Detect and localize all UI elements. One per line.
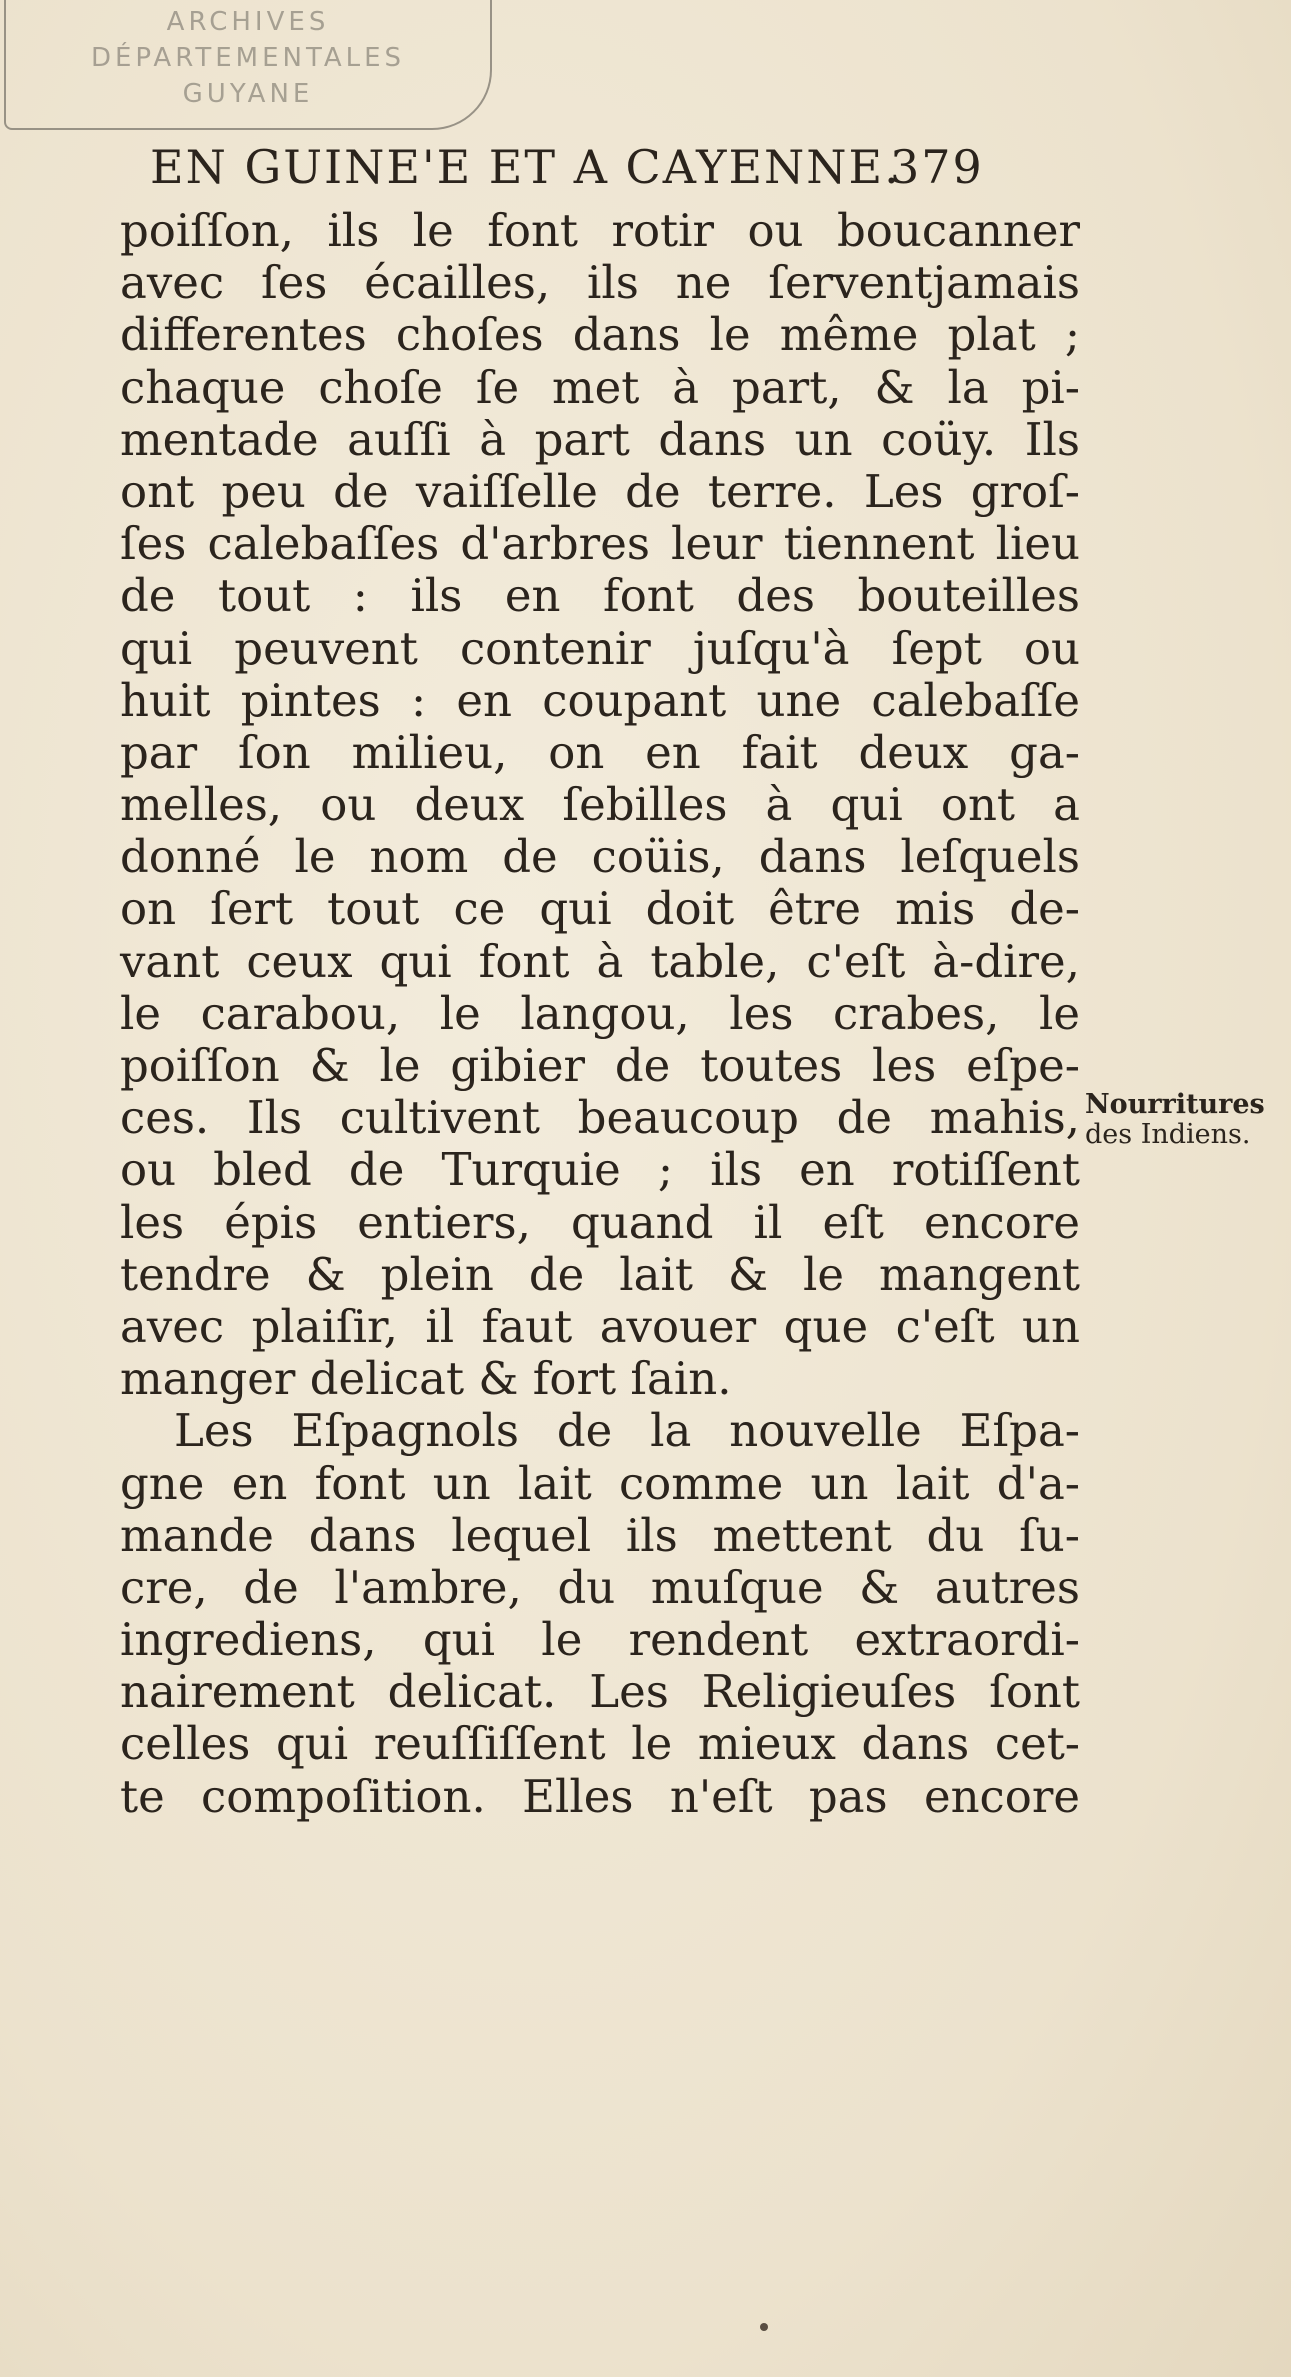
text-line: mentade auſſi à part dans un coüy. Ils (120, 412, 1080, 466)
text-line: par ſon milieu, on en fait deux ga- (120, 725, 1080, 779)
text-line: qui peuvent contenir juſqu'à ſept ou (120, 621, 1080, 675)
text-line: ſes calebaſſes d'arbres leur tiennent lieu (120, 517, 1080, 571)
body-text (120, 205, 1080, 1823)
text-line: ont peu de vaiſſelle de terre. Les groſ- (120, 464, 1080, 518)
text-line: vant ceux qui font à table, c'eſt à-dire, (120, 934, 1080, 988)
text-line: ingrediens, qui le rendent extraordi- (120, 1613, 1080, 1667)
text-line: tendre & plein de lait & le mangent (120, 1247, 1080, 1301)
text-line: les épis entiers, quand il eſt encore (120, 1195, 1080, 1249)
text-line: cre, de l'ambre, du muſque & autres (120, 1560, 1080, 1614)
text-line: donné le nom de coüis, dans leſquels (120, 830, 1080, 884)
text-line: avec plaiſir, il faut avouer que c'eſt un (120, 1299, 1080, 1353)
text-line: celles qui reuſſiſſent le mieux dans cet- (120, 1717, 1080, 1771)
text-line: mande dans lequel ils mettent du ſu- (120, 1508, 1080, 1562)
archive-stamp (4, 0, 492, 130)
text-line: huit pintes : en coupant une calebaſſe (120, 673, 1080, 727)
text-line: poiſſon, ils le font rotir ou boucanner (120, 204, 1080, 257)
page-header (150, 140, 1050, 210)
ink-speck (760, 2323, 768, 2331)
text-line: de tout : ils en font des bouteilles (120, 569, 1080, 623)
text-line: nairement delicat. Les Religieuſes ſont (120, 1665, 1080, 1719)
margin-note-line-1: Nourritures (1085, 1089, 1265, 1120)
text-line: differentes choſes dans le même plat ; (120, 308, 1080, 362)
text-line: melles, ou deux ſebilles à qui ont a (120, 778, 1080, 832)
text-line: manger delicat & fort ſain. (120, 1352, 732, 1406)
stamp-line-3: GUYANE (182, 79, 314, 109)
text-line: poiſſon & le gibier de toutes les eſpe- (120, 1039, 1080, 1092)
stamp-line-2: DÉPARTEMENTALES (90, 43, 406, 73)
text-line: Les Eſpagnols de la nouvelle Eſpa- (174, 1404, 1080, 1458)
page-number: 379 (890, 140, 984, 194)
text-line: te compoſition. Elles n'eſt pas encore (120, 1769, 1080, 1823)
margin-note-line-2: des Indiens. (1085, 1119, 1251, 1150)
text-line: gne en font un lait comme un lait d'a- (120, 1456, 1080, 1510)
running-title: EN GUINE'E ET A CAYENNE. (150, 140, 901, 194)
margin-note (1085, 1090, 1290, 1150)
text-line: chaque choſe ſe met à part, & la pi- (120, 360, 1080, 414)
text-line: ces. Ils cultivent beaucoup de mahis, (120, 1091, 1080, 1145)
text-line: le carabou, le langou, les crabes, le (120, 986, 1080, 1040)
text-line: avec ſes écailles, ils ne ſerventjamais (120, 256, 1080, 310)
text-line: on ſert tout ce qui doit être mis de- (120, 882, 1080, 936)
stamp-line-1: ARCHIVES (166, 7, 330, 37)
text-line: ou bled de Turquie ; ils en rotiſſent (120, 1143, 1080, 1197)
